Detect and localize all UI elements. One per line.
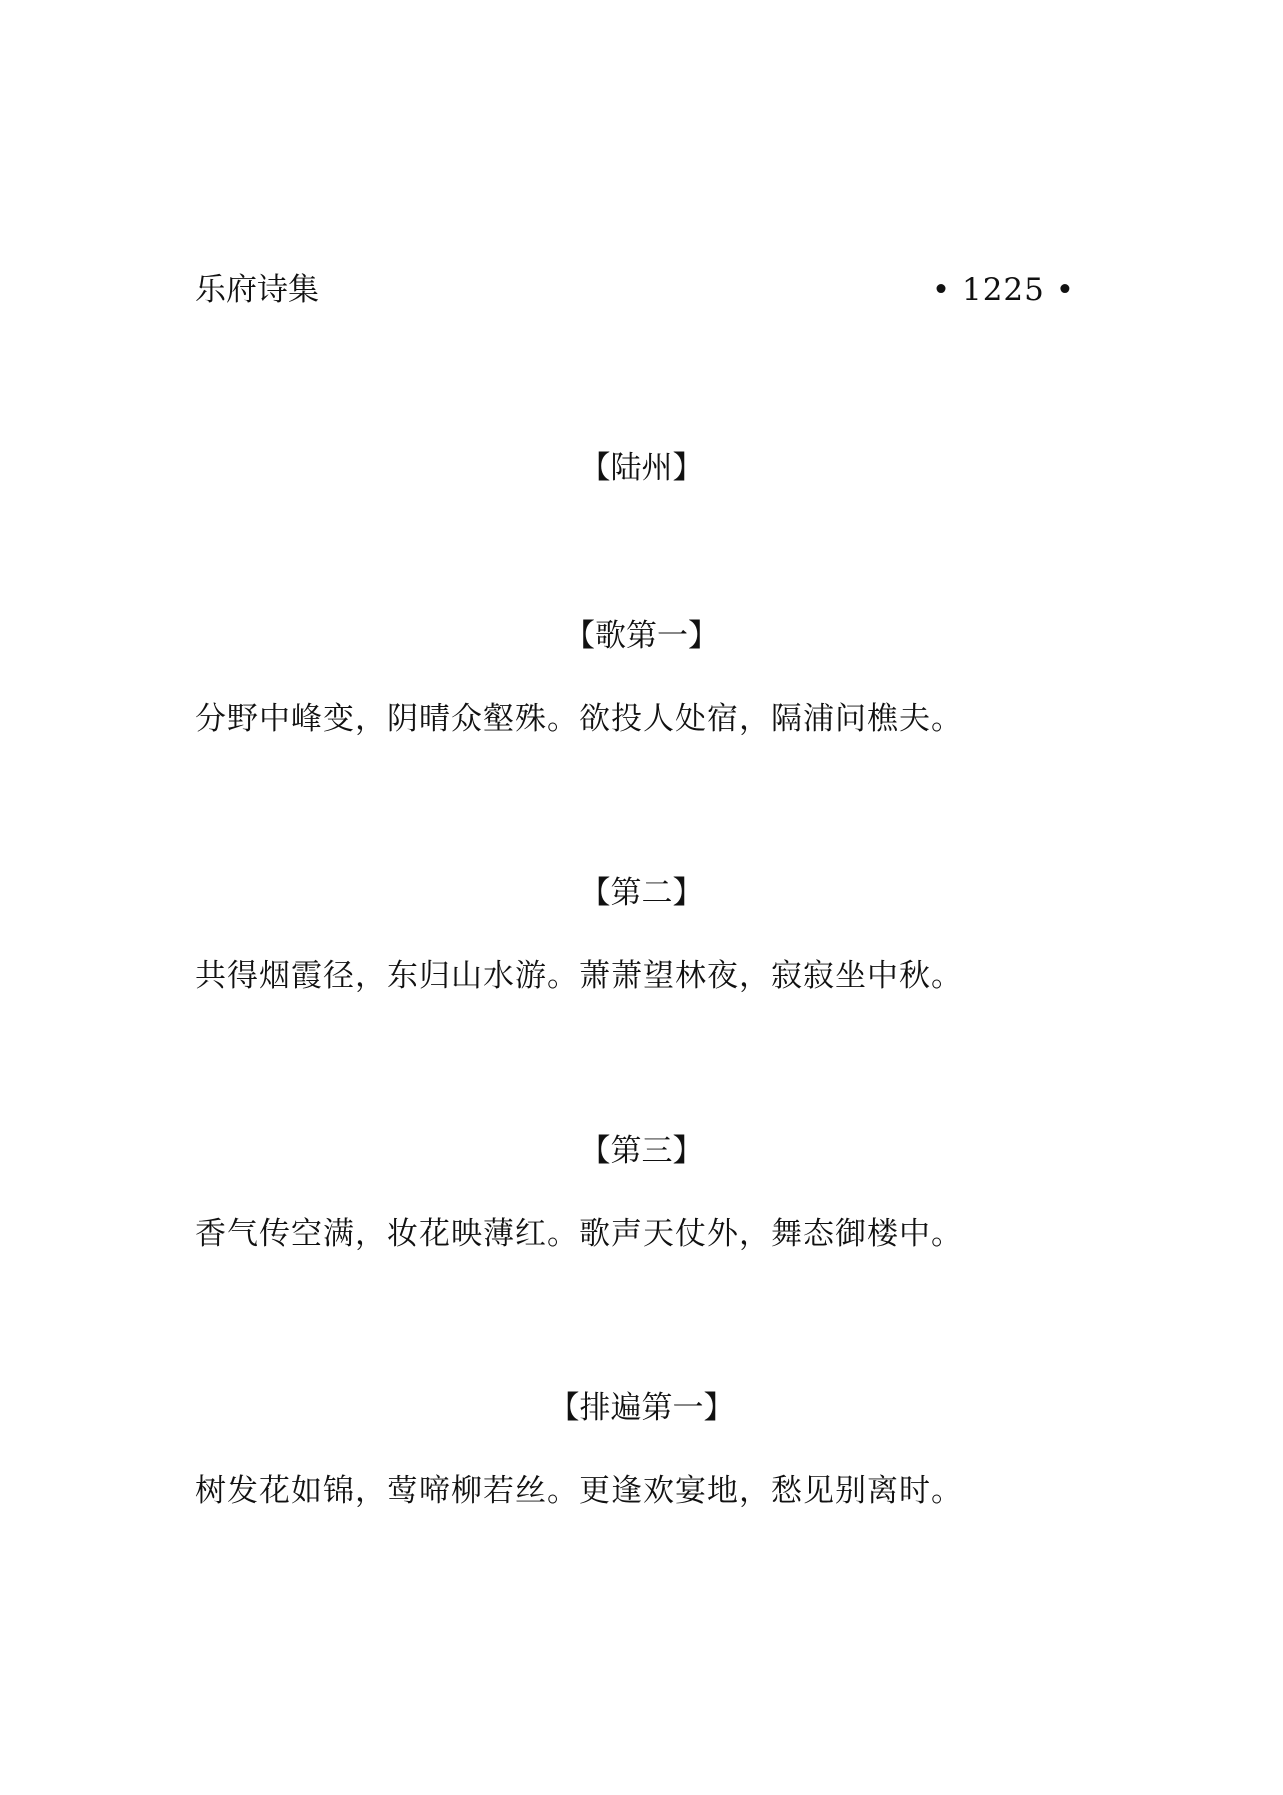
stanza-text: 共得烟霞径，东归山水游。萧萧望林夜，寂寂坐中秋。	[195, 958, 963, 994]
stanza-heading: 【排遍第一】	[548, 1390, 735, 1426]
stanza-heading: 【歌第一】	[564, 618, 719, 654]
section-title: 【陆州】	[579, 450, 704, 486]
book-title: 乐府诗集	[195, 272, 319, 308]
stanza-text: 香气传空满，妆花映薄红。歌声天仗外，舞态御楼中。	[195, 1216, 963, 1252]
stanza-text: 树发花如锦，莺啼柳若丝。更逢欢宴地，愁见别离时。	[195, 1473, 963, 1509]
stanza-heading: 【第二】	[579, 875, 704, 911]
stanza-heading: 【第三】	[579, 1133, 704, 1169]
page-header	[195, 268, 1075, 312]
stanza-text: 分野中峰变，阴晴众壑殊。欲投人处宿，隔浦问樵夫。	[195, 701, 963, 737]
page-number: • 1225 •	[931, 272, 1075, 308]
